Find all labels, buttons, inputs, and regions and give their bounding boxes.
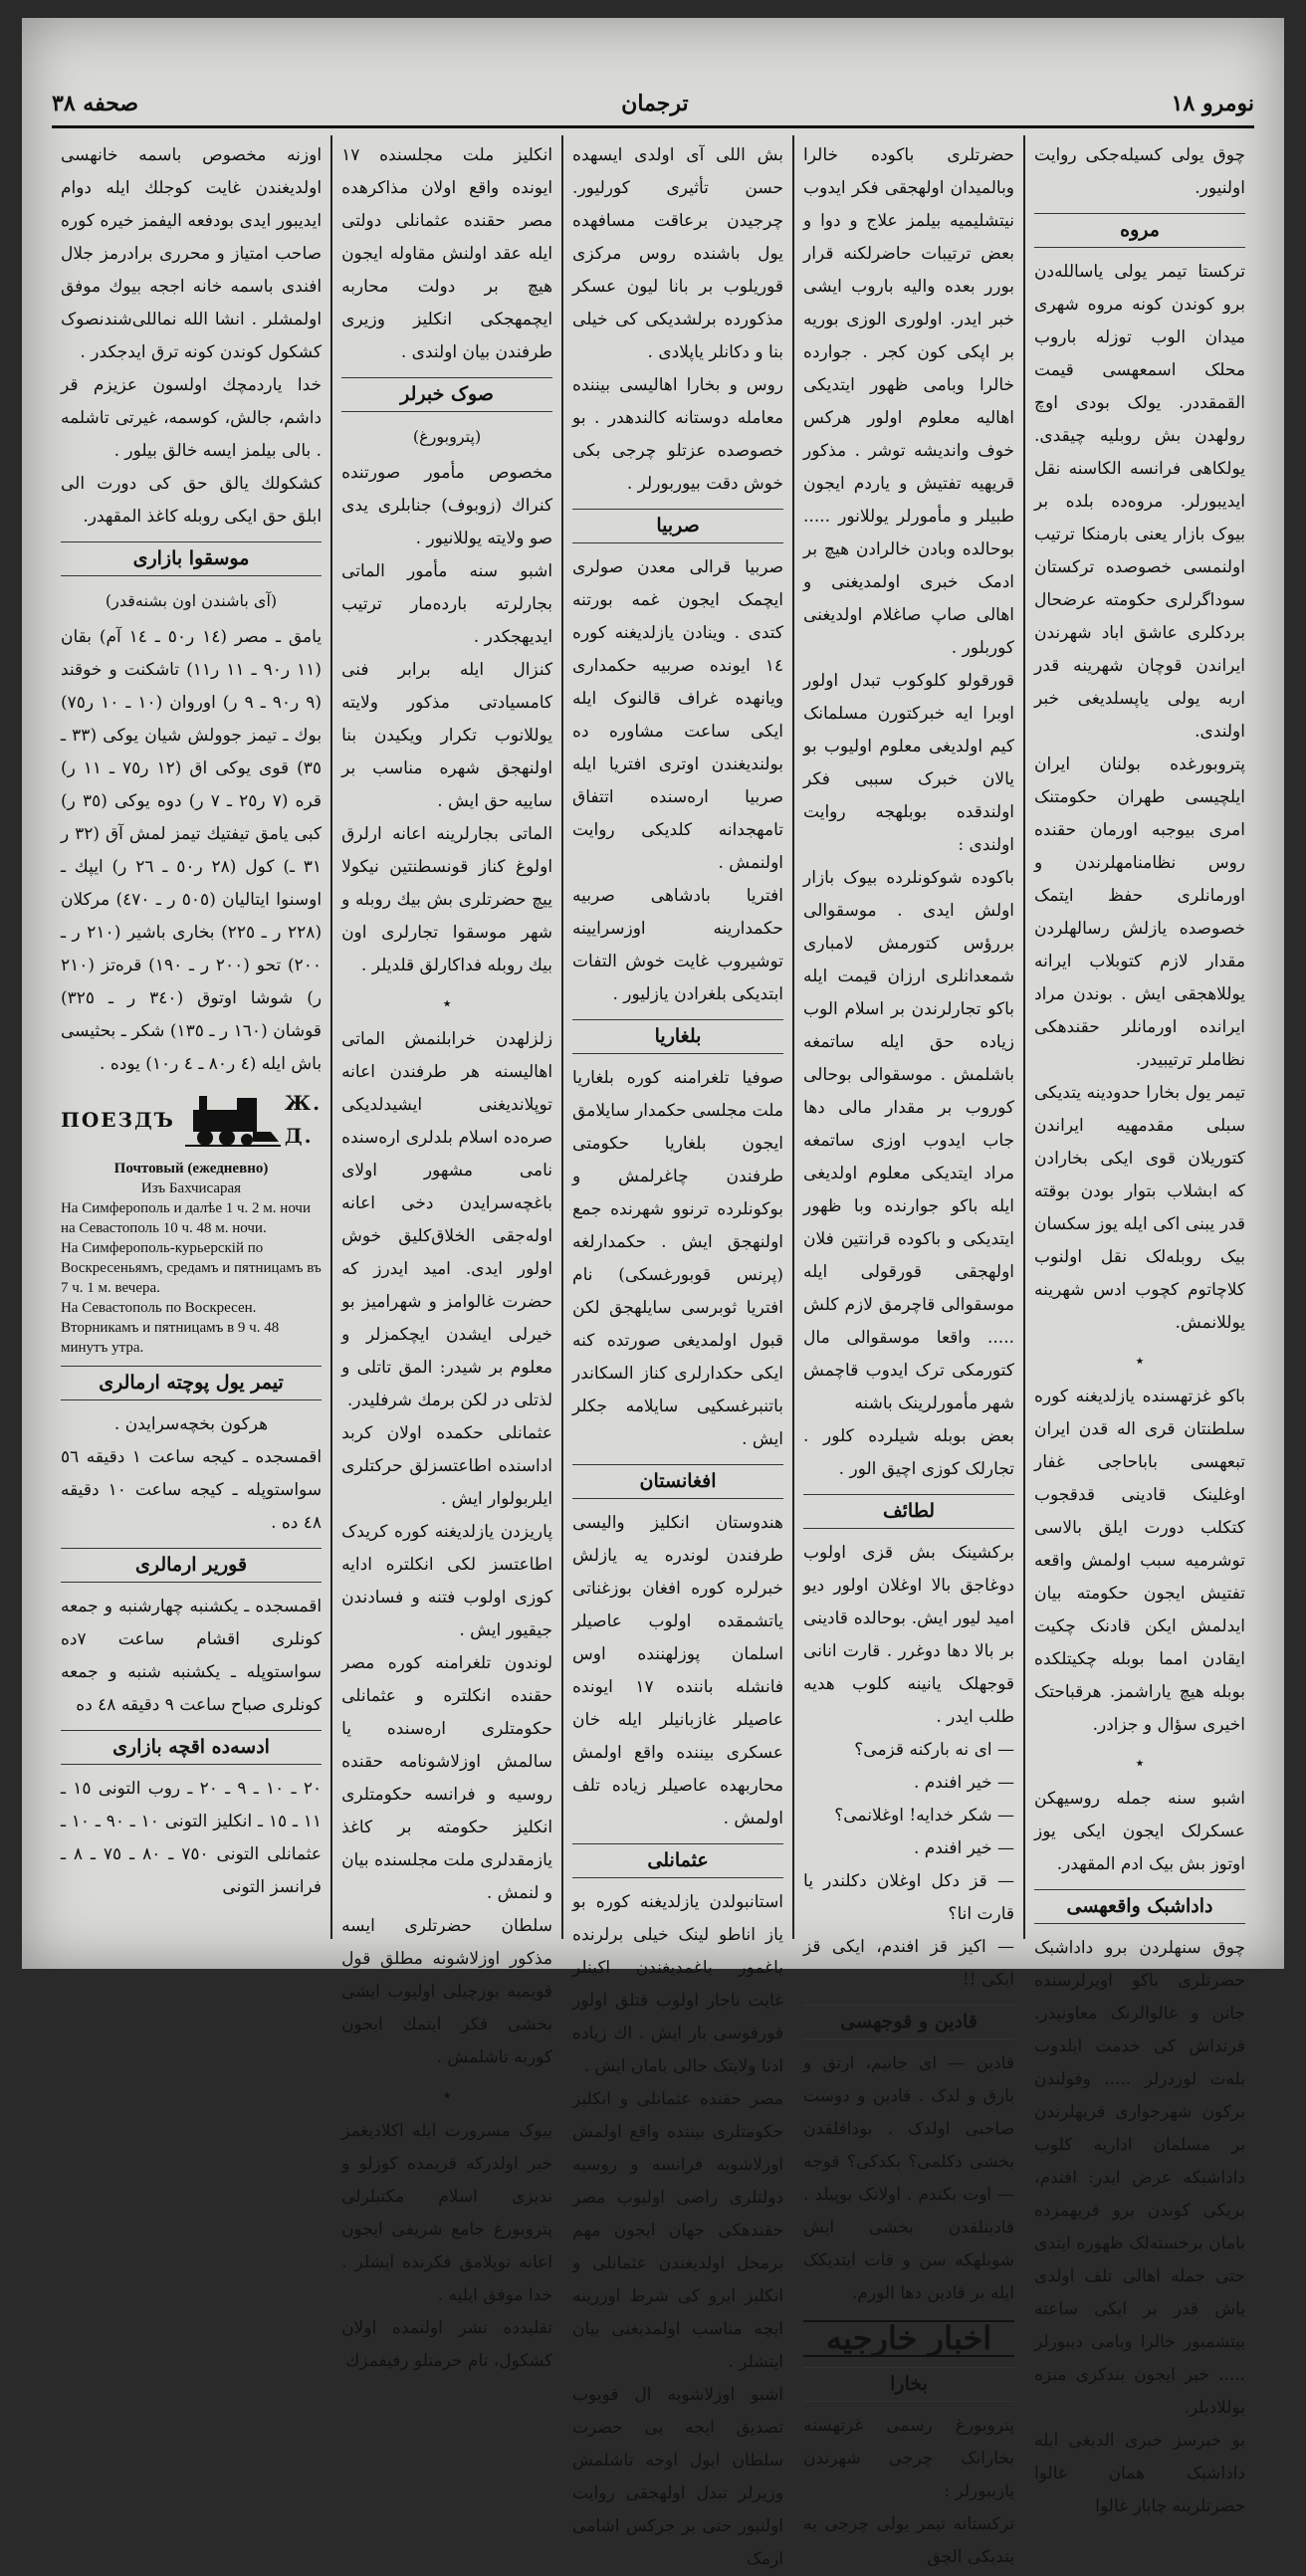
paragraph: کنزال ایله برابر فنی کامسیادتی مذکور ولایته یوللانوب تکرار ویکیدن بنا اولنهجق شهره مناسب بر ساییه حق ایش .	[341, 660, 553, 811]
column-5	[52, 135, 330, 1939]
paragraph: تیمر یول بخارا حدودینه یتدیکی سبلی مقدمهیه ایراندن کتوریلان قوی ایکی بخارادن که ابشلاب بتوار بودن بوقته قدر یبنی اکی ایله یوز سکسان بیک روبلەلک نقل اولنوب کلاچاتوم کچوب ادس شهرینه یوللانمش.	[1034, 1083, 1245, 1333]
locomotive-icon	[175, 1090, 285, 1150]
columns	[52, 135, 1254, 2569]
paragraph: حضرتلری باکوده خالرا وبالمیدان اولهجقی فکر ایدوب نیتشلیمیه بیلمز علاج و دوا و بعض ترتیبات حاضرلکنه قرار بورر بعده والیه باروب ایشی خبر ایدر. اولوری الوزی بوریه بر اپکی کون کجر . جوارده خالرا وبامی ظهور ایتدیکی اهالیه معلوم اولور هرکس خوف وانديشه توشر . مذکور قریهیه تفتیش و یاردم ایجون طبیلر و مأمورلر یوللانور ..... بوحالده وبادن خالرادن هیچ بر ادمک خبری اولمدیغنی و اهالی صاپ صاغلام اولدیغنی کوربلور .	[803, 145, 1015, 658]
dialogue: — ای نه بارکنه قزمی؟ — خیر افندم . — شکر خدایه! اوغلانمی؟ — خیر افندم . — قز دکل اوغلان دکلندر یا قارت انا؟ — اکیز قز افندم، ایکی قز ایکی !!	[803, 1740, 1015, 1990]
paragraph: انکلیز ملت مجلسنده ١٧ ایونده واقع اولان مذاکرهده مصر حقنده عثمانلی دولتی ایله عقد اولنش مقاوله ایجون هیچ بر دولت محاربه ایچمهجکی انکلیز وزیری طرفندن بیان اولندی .	[341, 145, 553, 362]
paragraph: اشبو سنه مأمور الماتی بجارلرته بارده‌مار ترتیب ایدیهجکدر .	[341, 561, 553, 647]
paragraph: اشبو اوزلاشوبه ال قویوب تصدیق ایجه بی حضرت سلطان ایول اوجه تاشلمش وزیرلر تبدل اولهجقی روایت اولنیور حتی بر جرکس اشامی ارمک	[572, 2385, 784, 2569]
paragraph: عثمانلی حکمده اولان کربد اداسنده اطاعتسزلق حرکتلری ایلربولوار ایش .	[341, 1423, 553, 1509]
section-heading: ادسه‌ده اقچه بازاری	[61, 1730, 322, 1765]
paragraph: باکوده شوکونلرده بیوک بازار اولش ایدی . موسقوالی بررؤس کتورمش لامباری شمعدانلری ارزان قیمت ایله باکو تجارلرندن بر اسلام الوب زیاده حق ایله ساتمغه باشلمش . موسقوالی بوحالی کوروب بر مقدار مالی دها جاب ایدوب اوزی ساتمغه مراد ایتدیکی معلوم اولدیغی ایله باکو جوارنده وبا ظهور ایتدیکی و باکوده قرانتین فلان اولهجقی قورقولی ایله موسقوالی قاچرمق لازم کلش ..... واقعا موسقوالی مال کتورمکی ترک ایدوب قاچمش شهر مأمورلرینک باشنه	[803, 868, 1015, 1413]
section-heading: مروه	[1034, 213, 1245, 248]
section-heading: افغانستان	[572, 1464, 783, 1499]
section-heading: تیمر یول پوچته ارمالری	[61, 1366, 322, 1400]
paragraph: مصر حقنده عثمانلی و انکلیز حکومتلری بیننده واقع اولمش اوزلاشوبه فرانسه و روسیه دولتلری راضی اولیوب مصر حقندهکی جهان ایجون مهم برمحل اولدیغندن عثمانلی و انکلیز ایرو کی شرط اوزرینه ایچه مناسب اولمدیغنی بیان ایتشلر .	[572, 2089, 784, 2372]
divider-ornament: ٭	[1135, 1753, 1145, 1772]
train-title-right: Ж. Д.	[284, 1091, 323, 1148]
divider-ornament: ٭	[442, 993, 452, 1012]
paragraph: الماتی بجارلرینه اعانه ارلرق اولوغ کناز قونسطنتین نیکولا ییچ حضرتلری بش بیك روبله و شهر موسقوا تجارلری اون بیك روبله فداکارلق قلدیلر .	[341, 824, 553, 975]
masthead	[52, 84, 1254, 123]
paragraph: تقلیدده نشر اولنمده اولان کشکول، نام حرمتلو رفیقمزك	[341, 2318, 553, 2371]
paragraph: ترکستا تیمر یولی یاساللەدن برو کوندن کونه مروه شهری میدان الوب توزله باروب محلک اسمعهسی قیمت القمقددر. یولک بودی اوچ رولهدن بش روبلیه چیقدی. یولکاهی فرانسه الکاسنه نقل ایدیبورلر. مروەده بلده بر بیوک بازار یعنی بارمنکا ترتیب اولنمسی خصوصده ترکستان سوداگرلری حکومته عرضحال بردکلری عاشق اباد شهرندن ایراندن قوچان شهرینه قدر اربه یولی یاپسلدیغی خبر اولندی.	[1034, 262, 1245, 742]
schedule-line: На Симферополь и далѣе 1 ч. 2 м. ночи на Севастополь 10 ч. 48 м. ночи.	[60, 1200, 311, 1236]
paragraph: بش اللی آی اولدی ایسهده حسن تأثیری کورلیور. چرجیدن برعاقت مسافهده یول باشنده روس مرکزی قوریلوب بر بانا لیون عسکر مذکورده برلشدیکی کی خیلی بنا و دکانلر یاپلادی .	[572, 145, 784, 362]
paragraph: خدا یاردمچك اولسون عزیزم قر داشم، جالش، کوسمه، غیرتی تاشلمه . بالی بیلمز ایسه خالق بیلور .	[60, 375, 323, 461]
paragraph: پاریزدن یازلدیغنه کوره کریدک اطاعتسز لکی انکلتره ادایه کوزی اولوب فتنه و فسادندن جیقیور ایش .	[341, 1522, 553, 1640]
section-heading: صربیا	[572, 509, 783, 543]
train-schedule-header	[61, 1087, 322, 1153]
divider-ornament: ٭	[442, 2085, 452, 2104]
section-heading: داداشبک واقعهسی	[1034, 1889, 1245, 1924]
subheading: (آی باشندن اون بشنه‌قدر)	[105, 591, 278, 610]
paragraph: صوفیا تلغرامنه کوره بلغاریا ملت مجلسی حکمدار سایلامق ایجون بلغاریا حکومتی طرفندن چاغرلمش و بوکونلرده ترنوو شهرنده جمع اولنهجق ایش . حکمدارلغه (پرنس قوبورغسکی) نام افتریا ثوبرسی سایلهجق لکن قبول اولمدیغی صورتده کنه ایکی حکدارلری کناز السکاندر باتنبرغسکیی سایلامه جکلر ایش .	[572, 1068, 784, 1449]
paragraph: صربیا قرالی معدن صولری ایچمک ایجون غمه بورتنه کتدی . وینادن یازلدیغنه کوره ١٤ ایونده صربیه حکمداری ویانهده غراف قالنوک ایله ایکی ساعت مشاوره ده بولندیغندن اوتری افتریا ایله صربیا ارەسنده اتتفاق تامهجدانه كلدیکی روایت اولنمش .	[572, 557, 784, 873]
schedule-line: На Симферополь-курьерскій по Воскресеньямъ, средамъ и пятницамъ въ 7 ч. 1 м. вечера.	[60, 1240, 322, 1296]
section-heading: موسقوا بازاری	[61, 541, 322, 576]
paragraph: سلطان حضرتلری ایسه مذکور اوزلاشونه مطلق قول قویمیه بوزچیلی اولیوب ایشی بخشی فکر ایتمك ایجون کوربه تاشلمش .	[341, 1916, 553, 2067]
paragraph: زلزلهدن خرابلنمش الماتی اهالیسنه هر طرفندن اعانه توپلاندیغنی ایشیدلدیکی صره‌ده اسلام بلدلری ارەسنده نامی مشهور اولای باغچەسرایدن دخی اعانه اولەجقی الخلاق‌کلیق خوش اولور ایدی. امید ایدرز که حضرت غالوامز و شهرامیز بو خیرلی ایشدن ایچکمزلر و معلوم بر شیدر: المق تاتلی و لذتلی در لکن برمك شرفلیدر.	[341, 1029, 553, 1410]
paragraph: هرکون بخچه‌سرایدن .	[113, 1414, 269, 1434]
divider-ornament: ٭	[1135, 1351, 1145, 1370]
paragraph: بیوک مسرورت ایله اکلادیغمز خبر اولدرکه قریمده کوزلو و ندیزی اسلام مکتبلرلی پتروبورغ جامع شریفی ایجون اعانه توپلامق فکرنده ایشلر . خدا موفق ایلیه .	[341, 2121, 553, 2305]
paragraph: لوندون تلغرامنه کوره مصر حقنده انکلتره و عثمانلی حکومتلری ارەسنده یا سالمش اوزلاشونامه حقنده روسیه و فرانسه حکومتلری انکلیز حکومته بر کاغذ یازمقدلری ملت مجلسنده بیان و لنمش .	[341, 1653, 553, 1903]
newspaper-title: ترجمان	[621, 91, 689, 116]
section-heading: قوریر ارمالری	[61, 1548, 322, 1583]
paragraph: چوق سنهلردن برو داداشبک حضرتلری باکو اویرلرسنده جانن و غالوالرنک معاونیدر. قرنداش کی خدمت ایلدوب بلەت لوزدرلر ..... وفولندن برکون شهرجواری قریهلرندن بر مسلمان اداریه کلوب داداشبکه عرض ایدر: افندم، بریکی کوندن برو قریهمزده بامان برخسته‌لک ظهوره ایتدی حتی جمله اهالی تلف اولدی یاش قدر بر ایکی ساعته بیتشمبور خالرا وبامی دیبورلر ..... خبر ایجون بندکزی مبزه یوللادیلر.	[1034, 1938, 1245, 2418]
column-3	[561, 135, 792, 2569]
paragraph: پتروبورغ رسمی غزتهسنه بخارانک چرجی شهرندن یازیبورلر :	[803, 2416, 1015, 2501]
paragraph: هندوستان انکلیز والیسی طرفندن لوندره یه یازلش خبرلره کوره افغان بوزغناتی یاتشمقده اولوب عاصیلر اسلمان پوزلهننده اوس فانشله باننده ١٧ ایونده عاصیلر غازبانیلر ایله خان عسکری بیننده واقع اولمش محاربهده عاصیلر زیاده تلف اولمش .	[572, 1513, 784, 1828]
paragraph: اقمسجده ـ کیجه ساعت ١ دقیقه ٥٦ سواستوپله ـ کیجه ساعت ١٠ دقیقه ٤٨ ده .	[60, 1447, 323, 1533]
paragraph: باکو غزتهسنده یازلدیغنه کوره سلطنتان قری اله قدن ایران تبعهسی باباحاجی غفار اوغلینک قادینی قدقجوب کتکلب دورت ایلق بالاسی توشرمیه سبب اولمش واقعه تفتیش ایجون حکومته بیان ایدلمش ایکن قادنک چکیت ایقادن امما بوبله چکیتلکده بوبله هیچ یاراشمز. هرقباحتک اخیری سؤال و جزادر.	[1034, 1387, 1245, 1735]
subheading: (پتروبورغ)	[412, 427, 482, 446]
paragraph: چوق یولی کسیلەجکی روایت اولنیور.	[1034, 145, 1245, 198]
section-heading: بخارا	[803, 2367, 1014, 2402]
paragraph: ترکستانه تیمر یولی چرجی یه یتدیکی الچق	[803, 2514, 1015, 2567]
paragraph: کشکولك یالق حق کی دورت الی ابلق حق ایکی روبله کاغذ المقهدر.	[60, 474, 323, 527]
section-heading: بلغاریا	[572, 1019, 783, 1054]
newspaper-page	[22, 18, 1284, 2569]
issue-number: نومرو ١٨	[1171, 91, 1254, 116]
column-4	[330, 135, 561, 2371]
section-heading: صوک خبرلر	[341, 377, 552, 412]
section-heading: لطائف	[803, 1494, 1014, 1529]
column-1	[1023, 135, 1254, 2516]
section-heading: عثمانلی	[572, 1843, 783, 1878]
paragraph: قادین — ای جانیم، ارتق و بارق و لدک . قادین و دوست صاحبی اولدک . بوداقلقدن بخشی دکلمی؟ بکدکی؟ قوجه — اوت بکندم . اولانک بوپیلد . قادینلقدن بخشی ایش شوبلهکه سن و قات ایتدیکک ایله بر قادین دها الورم.	[803, 2053, 1015, 2303]
paragraph: بعض بوبله شیلرده کلور . تجارلک کوزی اچیق الور .	[803, 1426, 1015, 1479]
paragraph: روس و بخارا اهالیسی بیننده معامله دوستانه کالندهدر . بو خصوصده عزتلو چرجی بکی خوش دقت بیوربورلر .	[572, 375, 784, 494]
paragraph: قورقولو کلوکوب تبدل اولور اوبرا ایه خبرکتورن مسلمانک کیم اولدیغی معلوم اولیوب بو یالان خبرک سببی فکر اولندقده بوبلهجه روایت اولندی :	[803, 671, 1015, 855]
paragraph: اقمسجده ـ یکشنبه چهارشنبه و جمعه کونلری اقشام ساعت ٧ده سواستوپله ـ یکشنبه شنبه و جمعه کونلری صباح ساعت ٩ دقیقه ٤٨ ده	[60, 1597, 323, 1715]
exchange-rates: ٢٠ ـ ١٠ ـ ٩ ـ ٢٠ ـ روب التونی ١٥ ـ ١١ ـ ١٥ ـ انکلیز التونی ١٠ ـ ٩٠ ـ ١٠ ـ عثمانلی التونی ٧٥٠ ـ ٨٠ ـ ٧٥ ـ ٨ ـ فرانسز التونی	[60, 1779, 323, 1897]
schedule-subtitle: Почтовый (ежедневно)	[113, 1161, 269, 1177]
schedule-line: На Севастополь по Воскресен. Вторникамъ и пятницамъ в 9 ч. 48 минутъ утра.	[60, 1300, 280, 1356]
masthead-rule	[52, 125, 1254, 128]
paragraph: برکشینک بش قزی اولوب دوغاجق بالا اوغلان اولور دیو امید لیور ایش. بوحالده قادینی بر بالا دها دوغرر . قارت انانی قوجهلک یانینه کلوب هدیه طلب ایدر .	[803, 1543, 1015, 1727]
paragraph: اشبو سنه جمله روسیهکن عسکرلک ایجون ایکی یوز اوتوز بش بیک ادم المقهدر.	[1034, 1789, 1245, 1874]
price-list: یامق ـ مصر (١٤ ر٥٠ ـ ١٤ آم) بقان (١١ ر٩٠ ـ ١١ ر١١) تاشکنت و خوقند (٩ ر٩٠ ـ ٩ ر) اوروان (١٠ ـ ١٠ ر٧٥) بوك ـ تیمز جوولش شیان یوکی (٣٣ ـ ٣٥) قوی یوکی اق (١٢ ر٧٥ ـ ١١ ر) قره (٧ ر٢٥ ـ ٧ ر) دوه یوکی (٣٥ ر) کبی یامق تیفتیك تیمز لمش آق (٣٢ ر ٣١ ـ) کول (٢٨ ر٥٠ ـ ٢٦ ر) ایپك ـ اوسنوا ایتالیان (٥٠٥ ر ـ ٤٧٠) مرکلان (٢٢٨ ر ـ ٢٢٥) بخاری باشیر (٢١٠ ر ـ ٢٠٠) تحو (٢٠٠ ر ـ ١٩٠) قره‌تز (٢١٠ ر) شوشا اوتوق (٣٤٠ ر ـ ٣٢٥) قوشان (١٦٠ ر ـ ١٣٥) شکر ـ بحثیسی باش ایله (٤ ر٨٠ ـ ٤ ر١٠) یوده .	[60, 627, 323, 1074]
paragraph: اوزنه مخصوص باسمه خانهسی اولدیغندن غایت کوجلك ایله دوام ایدیبور ایدی بودفعه الیفمز خیره کوره صاحب امتیاز و محرری برادرمز جلال افندی باسمه خانه اججه بیوك موفق اولمشلر . انشا الله نماللی‌شندنصوک کشکول کوندن کونه ترق ایدجکدر .	[60, 145, 323, 362]
paragraph: افتریا بادشاهی صربیه حکمدارینه اوزسرایینه توشیروب غایت خوش التفات ابتدیکی بلغرادن یازلیور .	[572, 886, 784, 1004]
section-heading: قادین و قوجهسی	[803, 2005, 1014, 2039]
page-number: صحفه ٣٨	[52, 91, 139, 116]
schedule-origin: Изъ Бахчисарая	[140, 1181, 242, 1196]
column-2	[792, 135, 1023, 2567]
paragraph: استانبولدن یازلدیغنه کوره بو یاز اناطو لینک خیلی برلرنده یاغمور یاغمدیغندن اکینلر غایت ناجار اولوب قتلق اولور قورقوسی بار ایش . اك زیاده ادنا ولایتک حالی یامان ایش .	[572, 1892, 784, 2076]
train-title-left: ПОЕЗДЪ	[60, 1107, 175, 1132]
paragraph: مخصوص مأمور صورتنده کنراك (زوبوف) جنابلری یدی صو ولایته یوللانیور .	[341, 463, 553, 548]
paragraph: پتروبورغده بولنان ایران ایلچیسی طهران حکومتنک امری بیوجبه اورمان حقنده روس نظامنامهلرندن و اورمانلری حفظ ایتمک خصوصده یازلش رسالهلردن مقدار لازم کتوبلاب ایرانه یوللاهجقی ایش . بوندن مراد ایرانده اورمانلر حقندهکی نظاملر ترتیبیدر.	[1034, 754, 1245, 1070]
foreign-news-banner: اخبار خارجیه	[803, 2320, 1014, 2357]
paragraph: بو خبرسز خبری الدیغی ایله داداشبک همان غالوا حضرتلرینه چابار غالوا	[1034, 2431, 1245, 2516]
